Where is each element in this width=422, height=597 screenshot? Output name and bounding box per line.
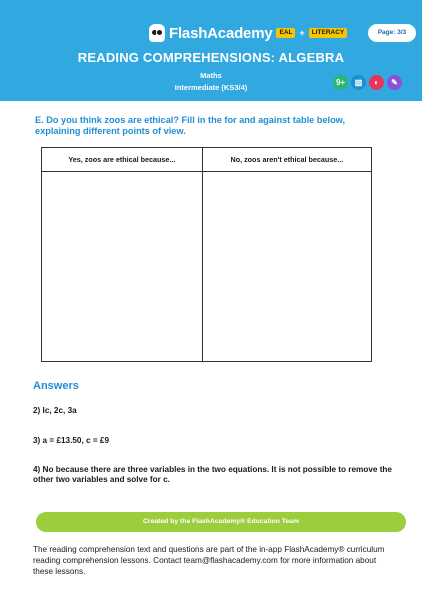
footer-note: The reading comprehension text and questions are part of the in-app FlashAcademy® curriculum reading comprehension lessons. Contact team@flashacademy.com for more information about these lessons.: [33, 545, 385, 576]
answer-item: 2) Ic, 2c, 3a: [33, 406, 77, 415]
column-header-for: Yes, zoos are ethical because...: [42, 148, 203, 172]
for-against-table: [41, 147, 372, 362]
brand-tag-plus: +: [299, 28, 305, 38]
page-header: [0, 0, 422, 101]
brand-tag-eal: EAL: [276, 28, 295, 39]
answer-cell-against[interactable]: [202, 172, 371, 362]
vocabulary-icon: 9+: [333, 75, 348, 90]
table-answer-row: [42, 172, 372, 362]
answer-item: 4) No because there are three variables in the two equations. It is not possible to remove the other two variables and solve for c.: [33, 465, 392, 484]
reading-book-icon: ▥: [351, 75, 366, 90]
owl-logo-icon: [149, 24, 165, 42]
brand-tag-literacy: LITERACY: [309, 28, 348, 39]
speech-bubble-icon: ◐: [369, 75, 384, 90]
page-title: READING COMPREHENSIONS: ALGEBRA: [77, 50, 345, 65]
page-indicator: Page: 3/3: [368, 24, 416, 42]
table-header-row: [42, 148, 372, 172]
answer-cell-for[interactable]: [42, 172, 203, 362]
skill-icons: [333, 75, 402, 90]
brand-name: FlashAcademy: [169, 24, 273, 42]
brand-logo: [149, 24, 347, 42]
column-header-against: No, zoos aren't ethical because...: [202, 148, 371, 172]
answers-heading: Answers: [33, 380, 79, 392]
answer-item: 3) a = £13.50, c = £9: [33, 436, 110, 445]
credit-banner: Created by the FlashAcademy® Education Team: [36, 512, 406, 532]
subject-label: Maths: [200, 71, 222, 80]
question-e: E. Do you think zoos are ethical? Fill in the for and against table below, explaining different points of view.: [35, 115, 346, 136]
level-label: Intermediate (KS3/4): [174, 83, 248, 92]
pencil-icon: ✎: [387, 75, 402, 90]
